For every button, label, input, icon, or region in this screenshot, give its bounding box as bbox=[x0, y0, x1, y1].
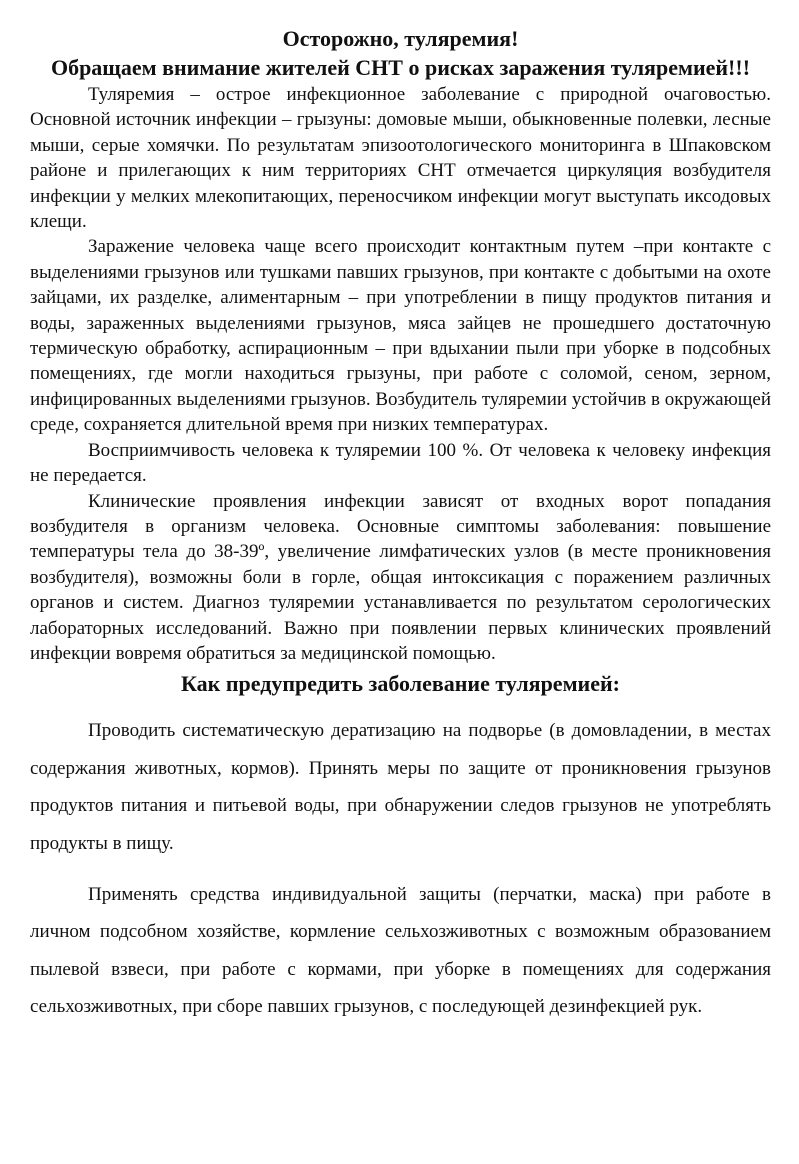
paragraph-definition: Туляремия – острое инфекционное заболевание с природной очаговостью. Основной источник инфекции – грызуны: домовые мыши, обыкновенные полевки, лесные мыши, серые хомячки. По результатам эпизоотологического мониторинга в Шпаковском районе и прилегающих к ним территориях СНТ отмечается циркуляция возбудителя инфекции у мелких млекопитающих, переносчиком инфекции могут выступать иксодовых клещи. bbox=[30, 84, 771, 233]
paragraph-symptoms: Клинические проявления инфекции зависят от входных ворот попадания возбудителя в организм человека. Основные симптомы заболевания: повышение температуры тела до 38-39º, увеличение лимфатических узлов (в месте проникновения возбудителя), возможны боли в горле, общая интоксикация с поражением различных органов и систем. Диагноз туляремии устанавливается по результатом серологических лабораторных исследований. Важно при появлении первых клинических проявлений инфекции вовремя обратиться за медицинской помощью. bbox=[30, 490, 771, 664]
paragraph-susceptibility: Восприимчивость человека к туляремии 100 %. От человека к человеку инфекция не передается. bbox=[30, 439, 771, 487]
paragraph-protection: Применять средства индивидуальной защиты (перчатки, маска) при работе в личном подсобном хозяйстве, кормление сельхозживотных с возможным образованием пылевой взвеси, при работе с кормами, при уборке в помещениях для содержания сельхозживотных, при сборе павших грызунов, с последующей дезинфекцией рук. bbox=[30, 883, 771, 1018]
title-line-1: Осторожно, туляремия! bbox=[282, 26, 519, 51]
paragraph-deratization: Проводить систематическую дератизацию на подворье (в домовладении, в местах содержания животных, кормов). Принять меры по защите от проникновения грызунов продуктов питания и питьевой воды, при обнаружении следов грызунов не употреблять продукты в пищу. bbox=[30, 720, 771, 854]
prevention-heading: Как предупредить заболевание туляремией: bbox=[181, 671, 620, 697]
document-page bbox=[30, 24, 771, 1040]
title-line-2: Обращаем внимание жителей СНТ о рисках заражения туляремией!!! bbox=[50, 55, 751, 80]
document-title bbox=[30, 24, 771, 82]
paragraph-transmission: Заражение человека чаще всего происходит контактным путем –при контакте с выделениями грызунов или тушками павших грызунов, при контакте с добытыми на охоте зайцами, их разделке, алиментарным – при употреблении в пищу продуктов питания и воды, зараженных выделениями грызунов, мяса зайцев не прошедшего достаточную термическую обработку, аспирационным – при вдыхании пыли при уборке в подсобных помещениях, где могли находиться грызуны, при работе с соломой, сеном, зерном, инфицированных выделениями грызунов. Возбудитель туляремии устойчив в окружающей среде, сохраняется длительной время при низких температурах. bbox=[30, 236, 771, 436]
